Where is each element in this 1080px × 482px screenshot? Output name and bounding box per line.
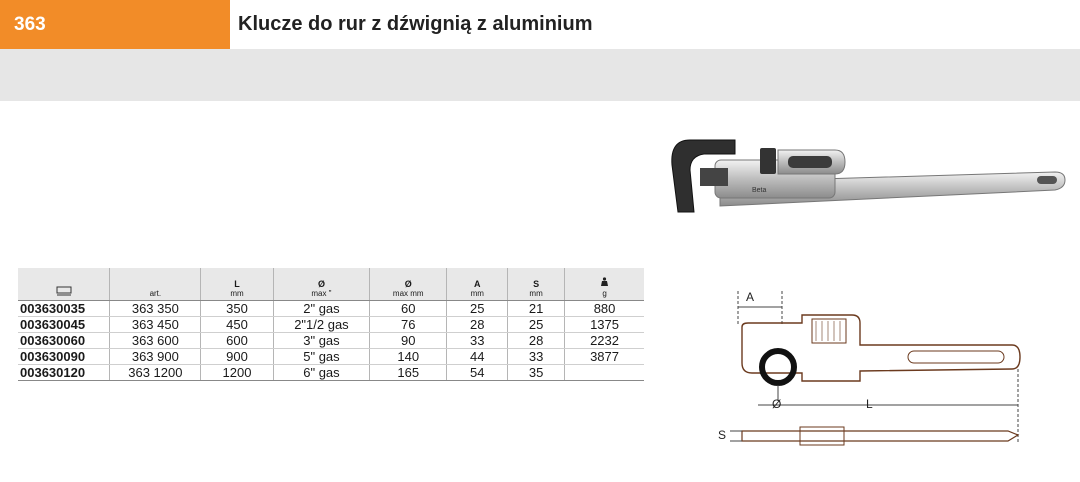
table-cell: 363 450	[110, 317, 201, 333]
table-cell: 25	[508, 317, 565, 333]
table-cell: 28	[447, 317, 508, 333]
table-cell: 35	[508, 365, 565, 381]
spec-table	[18, 268, 644, 381]
table-cell: 363 900	[110, 349, 201, 365]
table-cell: 5" gas	[273, 349, 369, 365]
col-header-art: art.	[110, 268, 201, 301]
table-cell: 44	[447, 349, 508, 365]
table-cell: 2232	[565, 333, 644, 349]
diagram-label-l: L	[866, 397, 873, 411]
table-row	[18, 365, 644, 381]
col-header-length: L mm	[201, 268, 274, 301]
table-cell: 350	[201, 301, 274, 317]
weight-icon	[600, 277, 609, 287]
table-cell: 1200	[201, 365, 274, 381]
table-cell: 21	[508, 301, 565, 317]
header-band	[0, 49, 1080, 101]
table-cell: 003630060	[18, 333, 110, 349]
col-header-a: A mm	[447, 268, 508, 301]
table-cell: 2" gas	[273, 301, 369, 317]
table-row	[18, 317, 644, 333]
wrench-photo	[660, 120, 1070, 230]
col-header-weight: g	[565, 268, 644, 301]
table-cell: 363 350	[110, 301, 201, 317]
table-cell	[565, 365, 644, 381]
diagram-label-diameter: Ø	[772, 397, 782, 411]
table-cell: 880	[565, 301, 644, 317]
table-cell: 6" gas	[273, 365, 369, 381]
table-cell: 363 600	[110, 333, 201, 349]
table-cell: 450	[201, 317, 274, 333]
table-cell: 3877	[565, 349, 644, 365]
table-cell: 003630120	[18, 365, 110, 381]
table-cell: 76	[370, 317, 447, 333]
table-cell: 363 1200	[110, 365, 201, 381]
diagram-label-s: S	[718, 428, 727, 442]
table-row	[18, 301, 644, 317]
page-title: Klucze do rur z dźwignią z aluminium	[238, 13, 593, 35]
table-cell: 54	[447, 365, 508, 381]
table-row	[18, 349, 644, 365]
table-cell: 90	[370, 333, 447, 349]
table-cell: 003630035	[18, 301, 110, 317]
table-row	[18, 333, 644, 349]
table-cell: 003630090	[18, 349, 110, 365]
dimension-diagram	[712, 285, 1032, 465]
table-cell: 60	[370, 301, 447, 317]
table-cell: 600	[201, 333, 274, 349]
table-cell: 3" gas	[273, 333, 369, 349]
table-cell: 003630045	[18, 317, 110, 333]
table-cell: 33	[508, 349, 565, 365]
table-cell: 165	[370, 365, 447, 381]
table-cell: 25	[447, 301, 508, 317]
col-header-s: S mm	[508, 268, 565, 301]
table-cell: 140	[370, 349, 447, 365]
table-header-row	[18, 268, 644, 301]
product-number-tab	[0, 0, 230, 49]
svg-text:Beta: Beta	[752, 187, 767, 194]
table-cell: 2"1/2 gas	[273, 317, 369, 333]
col-header-dia-mm: Ø max mm	[370, 268, 447, 301]
product-number: 363	[14, 13, 46, 35]
table-cell: 28	[508, 333, 565, 349]
table-cell: 900	[201, 349, 274, 365]
table-cell: 33	[447, 333, 508, 349]
wrench-pictogram-icon	[56, 286, 72, 296]
col-header-code	[18, 268, 110, 301]
col-header-dia-inch: Ø max "	[273, 268, 369, 301]
table-cell: 1375	[565, 317, 644, 333]
diagram-label-a: A	[746, 290, 755, 304]
